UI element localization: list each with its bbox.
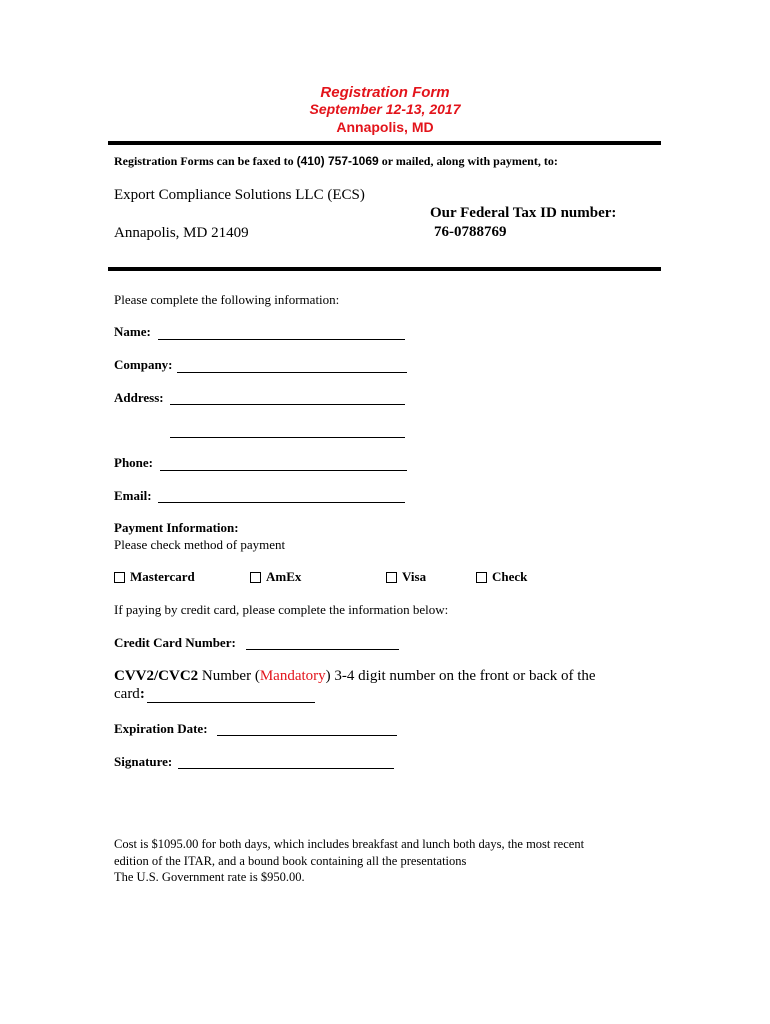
fax-number: (410) 757-1069 (296, 154, 379, 168)
credit-card-number-label: Credit Card Number: (114, 635, 236, 650)
address-field-line2[interactable] (170, 437, 405, 438)
cvv-card-text: card (114, 686, 140, 702)
cost-line-1: Cost is $1095.00 for both days, which includes breakfast and lunch both days, the most recent (114, 837, 585, 851)
phone-label: Phone: (114, 455, 153, 470)
checkbox-icon[interactable] (386, 572, 397, 583)
cvv-colon: : (139, 686, 145, 702)
signature-field[interactable] (178, 768, 394, 769)
email-field[interactable] (158, 502, 405, 503)
cvv-label: CVV2/CVC2 (114, 668, 199, 684)
option-check[interactable] (476, 569, 527, 585)
checkbox-icon[interactable] (114, 572, 125, 583)
cvv-field[interactable] (147, 702, 315, 703)
company-city: Annapolis, MD 21409 (114, 225, 249, 241)
fax-instructions (114, 154, 558, 169)
form-intro: Please complete the following information: (114, 292, 340, 307)
company-label: Company: (114, 357, 173, 372)
event-dates: September 12-13, 2017 (309, 101, 461, 117)
expiration-field[interactable] (217, 735, 397, 736)
event-location: Annapolis, MD (336, 119, 434, 135)
cvv-line1 (114, 667, 596, 685)
cost-line-3: The U.S. Government rate is $950.00. (114, 870, 305, 884)
option-amex[interactable] (250, 569, 301, 585)
credit-card-number-field[interactable] (246, 649, 399, 650)
cvv-instructions (114, 667, 596, 703)
company-field[interactable] (177, 372, 407, 373)
bottom-divider (108, 267, 661, 271)
email-label: Email: (114, 488, 152, 503)
cvv-rest-text: ) 3-4 digit number on the front or back of the (325, 668, 596, 684)
address-field-line1[interactable] (170, 404, 405, 405)
payment-subtitle: Please check method of payment (114, 537, 286, 552)
company-name: Export Compliance Solutions LLC (ECS) (114, 187, 365, 203)
cost-line-2: edition of the ITAR, and a bound book containing all the presentations (114, 853, 467, 868)
credit-card-intro: If paying by credit card, please complete the information below: (114, 602, 449, 617)
cost-info (114, 836, 654, 886)
option-label: Check (492, 569, 528, 584)
fax-text-after: or mailed, along with payment, to: (378, 154, 558, 168)
option-label: Mastercard (130, 569, 195, 584)
payment-title: Payment Information: (114, 520, 239, 535)
name-label: Name: (114, 324, 151, 339)
cvv-number-text: Number ( (198, 668, 260, 684)
checkbox-icon[interactable] (476, 572, 487, 583)
tax-id-number: 76-0788769 (434, 224, 507, 240)
option-visa[interactable] (386, 569, 426, 585)
fax-text-before: Registration Forms can be faxed to (114, 154, 297, 168)
signature-label: Signature: (114, 754, 173, 769)
option-mastercard[interactable] (114, 569, 195, 585)
cvv-line2 (114, 685, 596, 703)
top-divider (108, 141, 661, 145)
checkbox-icon[interactable] (250, 572, 261, 583)
address-label: Address: (114, 390, 164, 405)
form-title: Registration Form (320, 84, 450, 101)
tax-id-label: Our Federal Tax ID number: (430, 205, 617, 221)
cvv-mandatory: Mandatory (259, 668, 326, 684)
option-label: Visa (402, 569, 427, 584)
expiration-label: Expiration Date: (114, 721, 208, 736)
option-label: AmEx (266, 569, 302, 584)
name-field[interactable] (158, 339, 405, 340)
phone-field[interactable] (160, 470, 407, 471)
